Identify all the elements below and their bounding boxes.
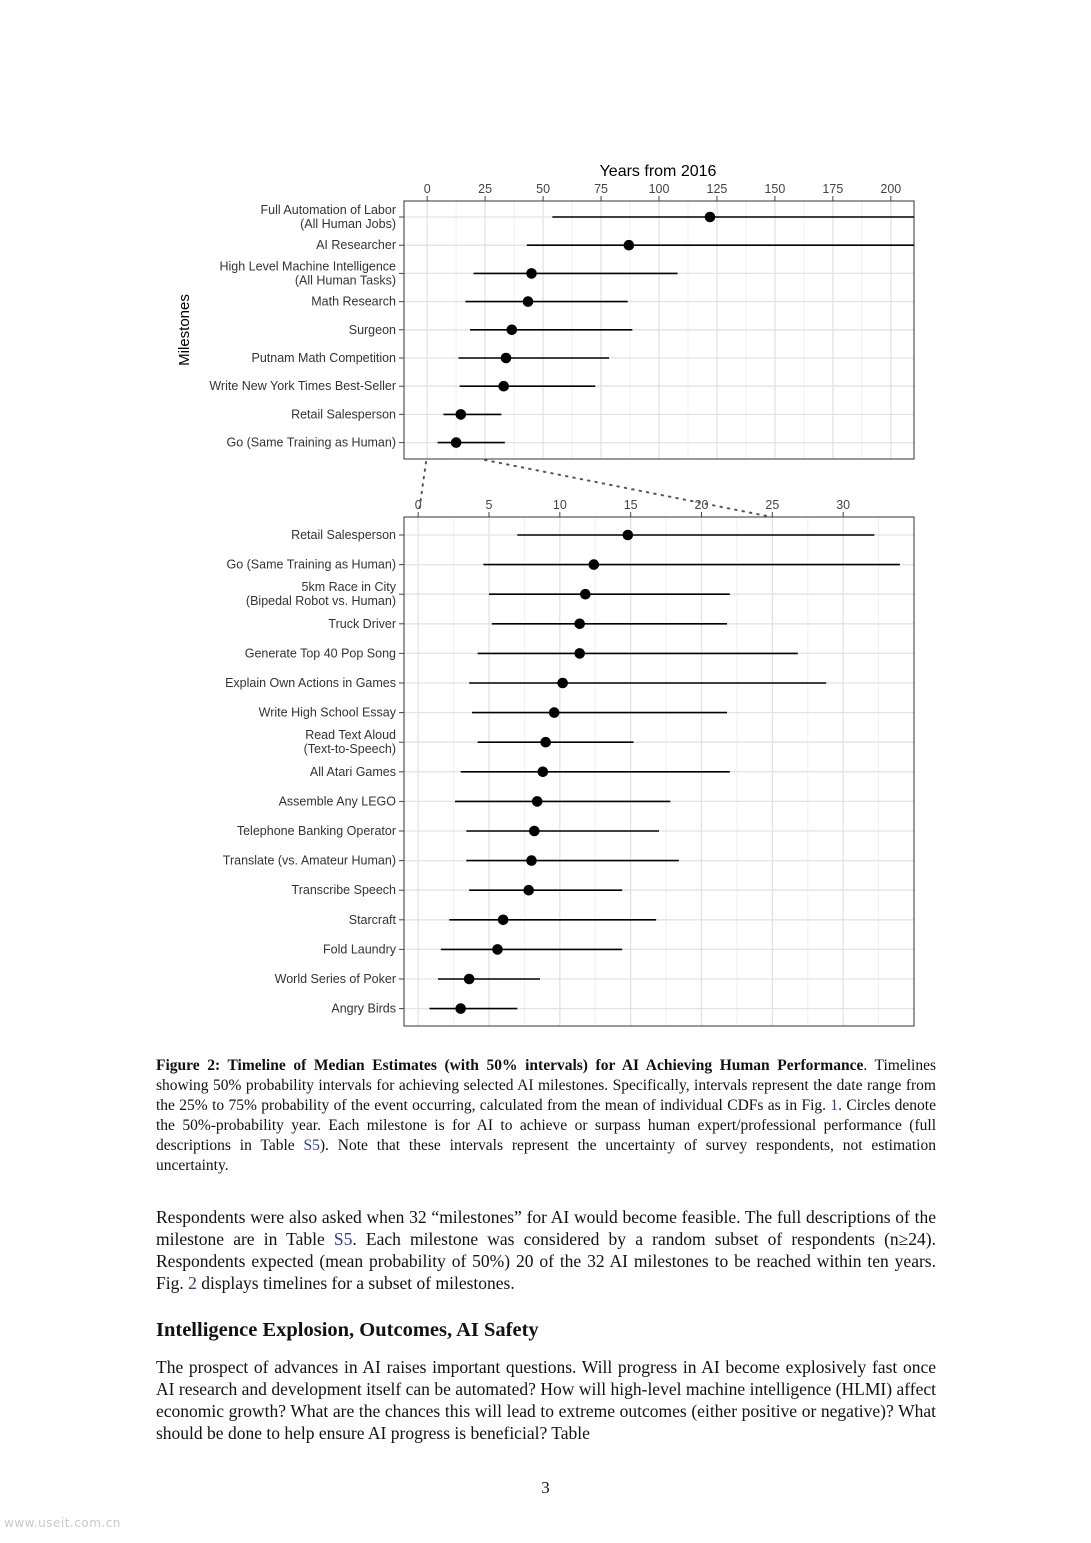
milestone-label [311,295,396,309]
milestone-label-line: Telephone Banking Operator [236,824,396,838]
milestone-label-line: Write New York Times Best-Seller [209,379,396,394]
median-point [455,409,466,420]
milestone-label-line: Go (Same Training as Human) [226,557,396,572]
milestone-label [310,765,396,779]
median-point [589,559,600,570]
milestone-label-line: Putnam Math Competition [251,351,396,365]
x-tick-label: 50 [536,182,551,196]
milestone-label-line: Starcraft [348,912,396,927]
median-point [580,589,591,600]
median-point [492,944,503,955]
page-number: 3 [541,1478,550,1497]
para-text: displays timelines for a subset of milestones. [196,1273,515,1293]
milestone-label-line: (Text-to-Speech) [303,742,396,757]
median-point [549,707,560,718]
milestone-label [279,794,397,808]
median-point [455,1003,466,1014]
milestone-label-line: Assemble Any LEGO [278,794,396,809]
x-tick-label: 75 [594,182,608,196]
milestone-label-line: AI Researcher [316,238,396,253]
milestone-label [245,646,396,660]
median-point [526,855,537,866]
x-tick-label: 200 [880,182,902,196]
top-plot [209,182,914,459]
milestone-label-line: Math Research [311,294,396,309]
milestone-label [251,351,396,365]
milestone-label-line: Truck Driver [328,616,396,631]
milestone-label [328,617,396,631]
milestone-label-line: Generate Top 40 Pop Song [244,646,396,661]
milestone-label-line: Full Automation of Labor [260,203,396,217]
x-tick-label: 175 [822,182,844,196]
milestone-label [349,323,396,337]
median-point [498,915,509,926]
median-point [523,296,534,307]
median-point [498,381,509,392]
milestone-label [291,407,396,421]
milestone-label-line: Angry Birds [331,1001,396,1016]
median-point [506,325,517,336]
milestone-label-line: Retail Salesperson [291,407,396,422]
milestone-label [331,1002,396,1016]
milestone-label [275,972,396,986]
milestone-label [304,728,396,756]
median-point [523,885,534,896]
zoom-connector [419,460,767,516]
milestone-label [316,238,396,252]
milestone-label-line: (All Human Jobs) [300,217,396,231]
x-tick-label: 25 [478,182,493,196]
milestone-label [246,580,397,608]
milestone-label [292,883,396,897]
x-tick-label: 125 [706,182,728,196]
x-tick-label: 30 [836,498,851,512]
milestone-label-line: Retail Salesperson [291,528,396,542]
figure-caption [156,1056,936,1176]
caption-label: Figure 2: Timeline of Median Estimates (with 50% intervals) for AI Achieving Human Performance [156,1057,864,1074]
section-heading: Intelligence Explosion, Outcomes, AI Safety [156,1319,539,1341]
milestone-label [291,528,396,542]
y-axis-label: Milestones [176,294,193,366]
median-point [540,737,551,748]
milestone-label-line: Go (Same Training as Human) [226,435,396,450]
median-point [532,796,543,807]
milestone-label-line: (Bipedal Robot vs. Human) [245,594,396,609]
milestone-label-line: Translate (vs. Amateur Human) [222,853,396,868]
milestone-label-line: High Level Machine Intelligence [219,259,396,274]
milestone-label-line: Write High School Essay [258,705,396,720]
milestone-label [237,824,396,838]
median-point [623,530,634,541]
x-tick-label: 150 [764,182,786,196]
table-ref-link[interactable]: S5 [333,1229,353,1249]
milestone-label [349,913,397,927]
x-tick-label: 10 [552,498,567,512]
median-point [501,353,512,364]
x-tick-label: 20 [694,498,709,512]
median-point [574,648,585,659]
median-point [538,767,549,778]
caption-text: . Timelines showing 50% probability intervals for achieving selected AI milestones. Specifically, intervals represent the date range from the 25% to 75% probability of the event occurring, calculated from the mean of individual CDFs as in Fig. [156,1057,936,1114]
milestone-label-line: World Series of Poker [274,972,396,986]
x-tick-label: 0 [414,498,422,512]
median-point [529,826,540,837]
milestone-label [220,259,397,287]
x-tick-label: 15 [623,498,638,512]
median-point [451,437,462,448]
milestone-label [226,558,396,572]
milestone-label [323,942,397,956]
caption-table-ref[interactable]: S5 [303,1137,320,1154]
x-tick-label: 25 [765,498,780,512]
milestone-label-line: (All Human Tasks) [294,273,396,288]
milestone-label [226,436,396,450]
body-paragraph [156,1206,936,1294]
para-text: Respondents were also asked when 32 “milestones” for AI would become feasible. The full descriptions of the milestone are in Table [156,1207,936,1249]
caption-fig-ref[interactable]: 1 [830,1097,839,1114]
watermark: www.useit.com.cn [4,1516,121,1530]
median-point [464,974,475,985]
caption-text: . Circles denote the 50%-probability year. Each milestone is for AI to achieve or surpass human expert/professional performance (full descriptions in Table [156,1097,936,1154]
figure-ref-link[interactable]: 2 [188,1273,197,1293]
milestone-label [209,379,396,393]
x-tick-label: 5 [485,498,493,512]
milestone-label [261,203,397,231]
milestone-label [225,676,396,690]
milestone-label-line: Read Text Aloud [305,728,396,743]
median-point [574,619,585,630]
body-paragraph: The prospect of advances in AI raises important questions. Will progress in AI become explosively fast once AI research and development itself can be automated? How will high-level machine intelligence (HLMI) affect economic growth? What are the chances this will lead to extreme outcomes (either positive or negative)? What should be done to help ensure AI progress is beneficial? Table [156,1357,936,1443]
median-point [624,240,635,251]
milestone-label-line: Explain Own Actions in Games [225,676,396,690]
bottom-plot [223,498,914,1026]
milestone-label-line: All Atari Games [309,764,396,779]
milestone-label-line: Transcribe Speech [291,883,396,898]
median-point [557,678,568,689]
chart-title: Years from 2016 [599,163,717,180]
x-tick-label: 100 [648,182,670,196]
x-tick-label: 0 [423,182,431,196]
para-text: . Each milestone was considered by a random subset of respondents (n≥24). Respondents expected (mean probability of 50%) 20 of the 32 AI milestones to be reached within ten years. Fig. [156,1229,936,1293]
milestone-label-line: Surgeon [348,322,396,337]
caption-text: ). Note that these intervals represent the uncertainty of survey respondents, not estimation uncertainty. [156,1137,936,1174]
milestone-label [223,854,396,868]
milestone-label [259,706,397,720]
median-point [526,268,537,279]
median-point [705,212,716,223]
milestone-label-line: 5km Race in City [301,580,396,595]
milestone-label-line: Fold Laundry [323,942,396,957]
